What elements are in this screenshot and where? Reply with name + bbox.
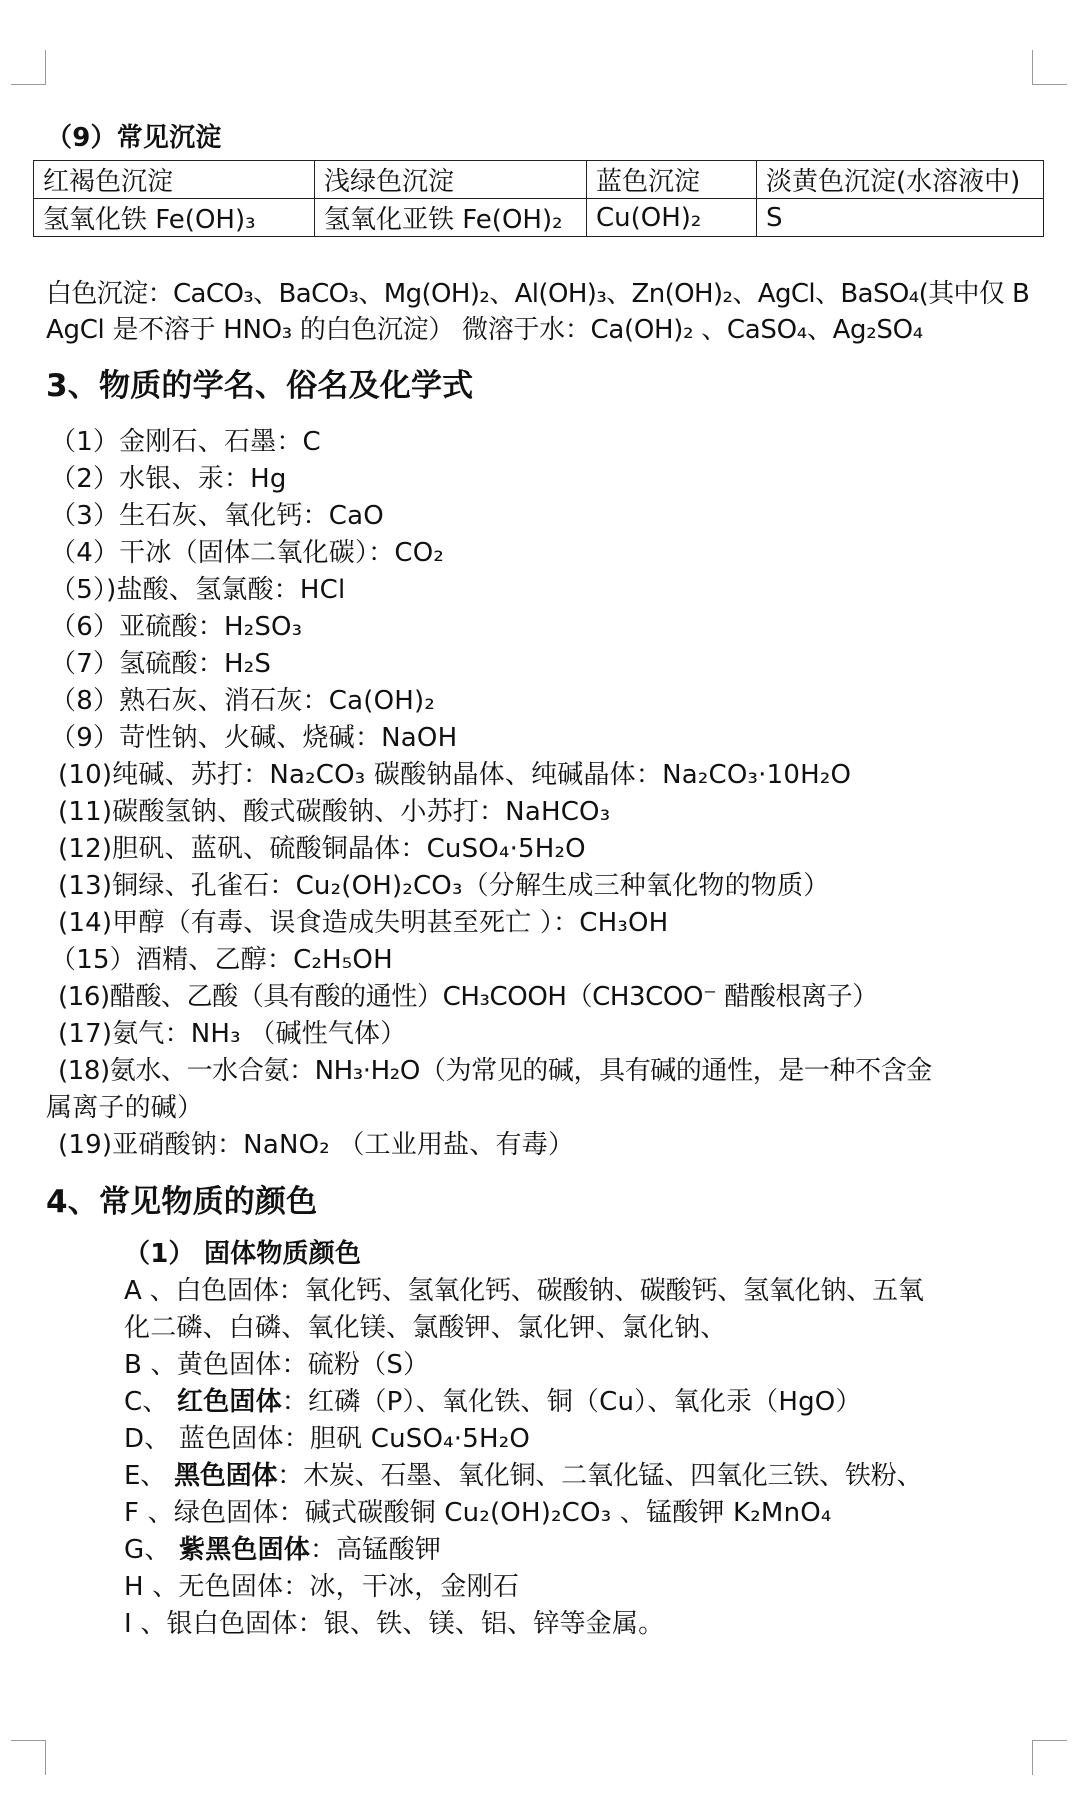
- color-items: ：氧化钙、氢氧化钙、碳酸钠、碳酸钙、氢氧化钠、五氧: [278, 1276, 924, 1306]
- color-label: 黑色固体: [174, 1461, 278, 1491]
- white-precipitate-line: 白色沉淀：CaCO₃、BaCO₃、Mg(OH)₂、Al(OH)₃、Zn(OH)₂、AgCl、BaSO₄(其中仅 B: [46, 279, 1030, 309]
- precipitate-table: [33, 160, 1044, 237]
- list-item: （9）苛性钠、火碱、烧碱：NaOH: [50, 723, 458, 753]
- color-items: 化二磷、白磷、氧化镁、氯酸钾、氯化钾、氯化钠、: [124, 1313, 727, 1343]
- color-line: [124, 1311, 727, 1345]
- color-line: [124, 1385, 862, 1419]
- table-cell: Cu(OH)₂: [587, 199, 757, 237]
- crop-mark-bottom-left: [11, 1740, 46, 1775]
- table-cell: 浅绿色沉淀: [315, 161, 587, 199]
- list-item: (16)醋酸、乙酸（具有酸的通性）CH₃COOH（CH3COO⁻ 醋酸根离子）: [58, 982, 878, 1012]
- list-item: 属离子的碱）: [46, 1093, 204, 1123]
- crop-mark-top-right: [1032, 50, 1067, 85]
- list-item: （8）熟石灰、消石灰：Ca(OH)₂: [50, 686, 435, 716]
- color-line: [124, 1607, 664, 1641]
- crop-mark-top-left: [11, 50, 46, 85]
- list-item: (14)甲醇（有毒、误食造成失明甚至死亡 ）：CH₃OH: [58, 908, 669, 938]
- color-items: ：碱式碳酸铜 Cu₂(OH)₂CO₃ 、锰酸钾 K₂MnO₄: [278, 1498, 832, 1528]
- color-line: [124, 1533, 441, 1567]
- list-item: （3）生石灰、氧化钙：CaO: [50, 501, 384, 531]
- line-prefix: E、: [124, 1461, 175, 1491]
- color-line: [124, 1459, 922, 1493]
- list-item: (18)氨水、一水合氨：NH₃·H₂O（为常见的碱，具有碱的通性，是一种不含金: [58, 1056, 932, 1086]
- section-4-heading: 4、常见物质的颜色: [46, 1184, 318, 1220]
- line-prefix: I 、: [124, 1609, 167, 1639]
- table-cell: 氢氧化亚铁 Fe(OH)₂: [315, 199, 587, 237]
- list-item: (19)亚硝酸钠：NaNO₂ （工业用盐、有毒）: [58, 1130, 575, 1160]
- table-cell: 氢氧化铁 Fe(OH)₃: [34, 199, 315, 237]
- table-cell: 红褐色沉淀: [34, 161, 315, 199]
- list-item: （7）氢硫酸：H₂S: [50, 649, 272, 679]
- table-cell: S: [757, 199, 1044, 237]
- color-items: ：硫粉（S）: [281, 1350, 430, 1380]
- color-label: 无色固体: [178, 1572, 284, 1602]
- list-item: (11)碳酸氢钠、酸式碳酸钠、小苏打：NaHCO₃: [58, 797, 611, 827]
- color-line: [124, 1348, 429, 1382]
- list-item: （5）)盐酸、氢氯酸：HCl: [50, 575, 346, 605]
- line-prefix: A 、: [124, 1276, 176, 1306]
- solid-color-subheading: （1） 固体物质颜色: [124, 1239, 362, 1269]
- list-item: （6）亚硫酸：H₂SO₃: [50, 612, 303, 642]
- color-items: ：冰，干冰，金刚石: [283, 1572, 520, 1602]
- color-label: 蓝色固体: [178, 1424, 284, 1454]
- section-3-heading: 3、物质的学名、俗名及化学式: [46, 368, 474, 404]
- list-item: （15）酒精、乙醇：C₂H₅OH: [50, 945, 393, 975]
- table-cell: 蓝色沉淀: [587, 161, 757, 199]
- color-line: [124, 1274, 924, 1308]
- color-label: 红色固体: [177, 1387, 282, 1417]
- color-line: [124, 1570, 519, 1604]
- list-item: (12)胆矾、蓝矾、硫酸铜晶体：CuSO₄·5H₂O: [58, 834, 586, 864]
- slightly-soluble-line: AgCl 是不溶于 HNO₃ 的白色沉淀） 微溶于水：Ca(OH)₂ 、CaSO₄、Ag₂SO₄: [46, 315, 923, 345]
- table-header-row: [34, 161, 1044, 199]
- list-item: (17)氨气：NH₃ （碱性气体）: [58, 1019, 407, 1049]
- color-items: ：木炭、石墨、氧化铜、二氧化锰、四氧化三铁、铁粉、: [277, 1461, 923, 1491]
- color-items: ：胆矾 CuSO₄·5H₂O: [283, 1424, 531, 1454]
- color-items: ：银、铁、镁、铝、锌等金属。: [297, 1609, 665, 1639]
- list-item: （1）金刚石、石墨：C: [50, 427, 321, 457]
- precipitate-title: （9）常见沉淀: [46, 123, 222, 153]
- line-prefix: D、: [124, 1424, 179, 1454]
- color-label: 黄色固体: [176, 1350, 282, 1380]
- table-row: [34, 199, 1044, 237]
- crop-mark-bottom-right: [1032, 1740, 1067, 1775]
- color-label: 白色固体: [175, 1276, 279, 1306]
- color-label: 银白色固体: [166, 1609, 298, 1639]
- list-item: （2）水银、汞：Hg: [50, 464, 287, 494]
- color-label: 绿色固体: [173, 1498, 279, 1528]
- line-prefix: G、: [124, 1535, 180, 1565]
- list-item: (10)纯碱、苏打：Na₂CO₃ 碳酸钠晶体、纯碱晶体：Na₂CO₃·10H₂O: [58, 760, 852, 790]
- color-line: [124, 1422, 530, 1456]
- line-prefix: H 、: [124, 1572, 179, 1602]
- line-prefix: F 、: [124, 1498, 174, 1528]
- line-prefix: C、: [124, 1387, 178, 1417]
- color-line: [124, 1496, 832, 1530]
- color-label: 紫黑色固体: [179, 1535, 311, 1565]
- list-item: (13)铜绿、孔雀石：Cu₂(OH)₂CO₃（分解生成三种氧化物的物质）: [58, 871, 830, 901]
- list-item: （4）干冰（固体二氧化碳）：CO₂: [50, 538, 444, 568]
- color-items: ：红磷（P）、氧化铁、铜（Cu）、氧化汞（HgO）: [281, 1387, 862, 1417]
- table-cell: 淡黄色沉淀(水溶液中): [757, 161, 1044, 199]
- color-items: ：高锰酸钾: [310, 1535, 442, 1565]
- line-prefix: B 、: [124, 1350, 177, 1380]
